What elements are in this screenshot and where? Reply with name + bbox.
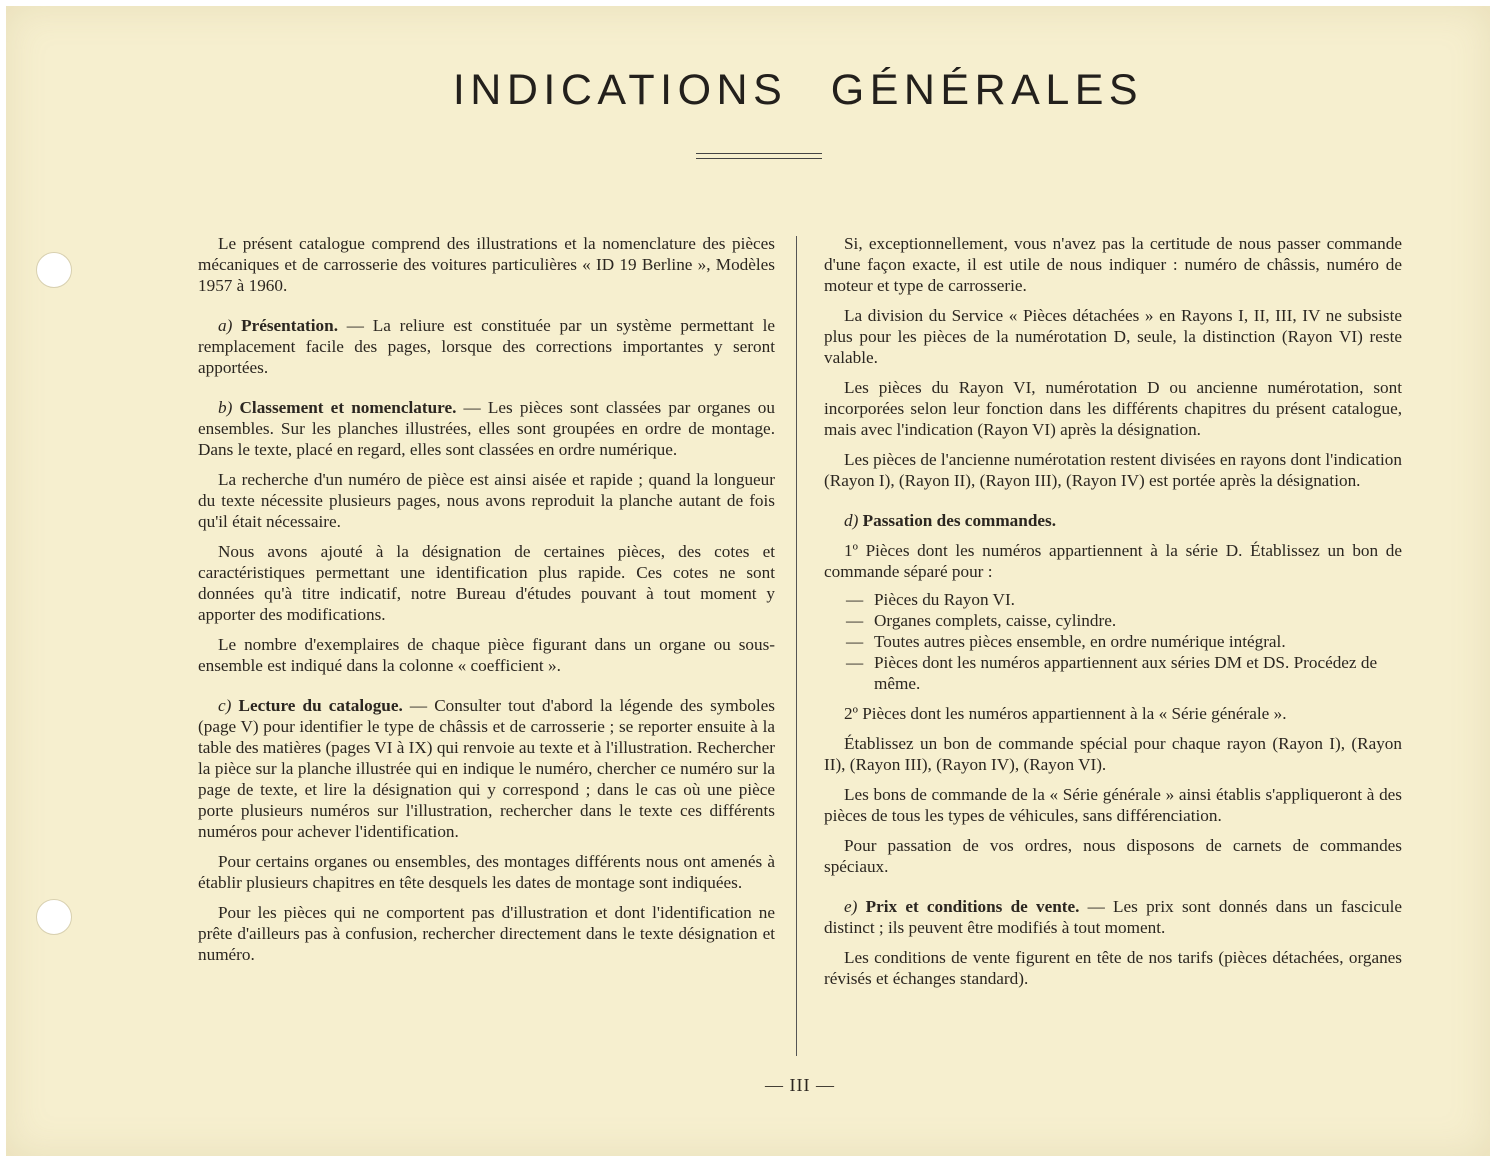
section-d-paragraph-4: Les bons de commande de la « Série générale » ainsi établis s'appliqueront à des pièces de tous les types de véhicules, sans différenciation. bbox=[824, 785, 1402, 825]
intro-paragraph: Le présent catalogue comprend des illustrations et la nomenclature des pièces mécaniques et de carrosserie des voitures particulières « ID 19 Berline », Modèles 1957 à 1960. bbox=[198, 234, 775, 295]
section-d-heading: Passation des commandes. bbox=[862, 511, 1056, 530]
right-paragraph-1: Si, exceptionnellement, vous n'avez pas la certitude de nous passer commande d'une façon exacte, il est utile de nous indiquer : numéro de châssis, numéro de moteur et type de carrosserie. bbox=[824, 234, 1402, 295]
section-e bbox=[824, 896, 1402, 938]
title-rule-upper bbox=[696, 153, 822, 154]
section-d-paragraph-5: Pour passation de vos ordres, nous disposons de carnets de commandes spéciaux. bbox=[824, 836, 1402, 876]
section-c bbox=[198, 695, 775, 842]
list-item: — Toutes autres pièces ensemble, en ordre numérique intégral. bbox=[846, 631, 1402, 652]
right-paragraph-4: Les pièces de l'ancienne numérotation restent divisées en rayons dont l'indication (Rayon I), (Rayon II), (Rayon III), (Rayon IV) est portée après la désignation. bbox=[824, 450, 1402, 490]
right-paragraph-2: La division du Service « Pièces détachées » en Rayons I, II, III, IV ne subsiste plus pour les pièces de la numérotation D, seule, la distinction (Rayon VI) reste valable. bbox=[824, 306, 1402, 367]
title-rule-lower bbox=[696, 158, 822, 159]
section-e-text: — Les prix sont donnés dans un fascicule distinct ; ils peuvent être modifiés à tout moment. bbox=[824, 897, 1402, 937]
section-b bbox=[198, 397, 775, 460]
section-c-label: c) bbox=[218, 696, 232, 715]
section-d bbox=[824, 510, 1402, 531]
section-a-text: — La reliure est constituée par un système permettant le remplacement facile des pages, lorsque des corrections importantes y seront apportées. bbox=[198, 316, 775, 377]
section-b-paragraph-3: Nous avons ajouté à la désignation de certaines pièces, des cotes et caractéristiques permettant une identification plus rapide. Ces cotes ne sont données qu'à titre indicatif, notre Bureau d'études pouvant à tout moment y apporter des modifications. bbox=[198, 542, 775, 624]
list-item: — Pièces du Rayon VI. bbox=[846, 589, 1402, 610]
section-a bbox=[198, 315, 775, 378]
section-b-paragraph-4: Le nombre d'exemplaires de chaque pièce figurant dans un organe ou sous-ensemble est indiqué dans la colonne « coefficient ». bbox=[198, 635, 775, 675]
section-e-label: e) bbox=[844, 897, 858, 916]
column-divider bbox=[796, 236, 797, 1056]
section-b-text: — Les pièces sont classées par organes ou ensembles. Sur les planches illustrées, elles sont groupées en ordre de montage. Dans le texte, placé en regard, elles sont classées en ordre numérique. bbox=[198, 398, 775, 459]
right-column bbox=[824, 233, 1402, 989]
section-e-heading: Prix et conditions de vente. bbox=[865, 897, 1080, 916]
section-d-paragraph-1: 1º Pièces dont les numéros appartiennent à la série D. Établissez un bon de commande séparé pour : bbox=[824, 541, 1402, 581]
section-c-paragraph-2: Pour certains organes ou ensembles, des montages différents nous ont amenés à établir plusieurs chapitres en tête desquels les dates de montage sont indiquées. bbox=[198, 852, 775, 892]
section-d-paragraph-3: Établissez un bon de commande spécial pour chaque rayon (Rayon I), (Rayon II), (Rayon III), (Rayon IV), (Rayon VI). bbox=[824, 734, 1402, 774]
section-b-paragraph-2: La recherche d'un numéro de pièce est ainsi aisée et rapide ; quand la longueur du texte nécessite plusieurs pages, nous avons reproduit la planche autant de fois qu'il était nécessaire. bbox=[198, 470, 775, 531]
binder-hole-bottom bbox=[36, 899, 72, 935]
section-a-heading: Présentation. bbox=[241, 316, 338, 335]
section-b-heading: Classement et nomenclature. bbox=[239, 398, 457, 417]
order-list bbox=[824, 589, 1402, 694]
section-e-paragraph-2: Les conditions de vente figurent en tête de nos tarifs (pièces détachées, organes révisés et échanges standard). bbox=[824, 948, 1402, 988]
section-d-label: d) bbox=[844, 511, 859, 530]
section-c-heading: Lecture du catalogue. bbox=[238, 696, 403, 715]
list-item: — Organes complets, caisse, cylindre. bbox=[846, 610, 1402, 631]
binder-hole-top bbox=[36, 252, 72, 288]
section-c-text: — Consulter tout d'abord la légende des symboles (page V) pour identifier le type de châssis et de carrosserie ; se reporter ensuite à la table des matières (pages VI à IX) qui renvoie au texte et à l'illustration. Rechercher la pièce sur la planche illustrée qui en indique le numéro, chercher ce numéro sur la page de texte, et lire la désignation qui y correspond ; dans le cas où une pièce porte plusieurs numéros sur l'illustration, rechercher dans le texte ces différents numéros pour achever l'identification. bbox=[198, 696, 775, 841]
right-paragraph-3: Les pièces du Rayon VI, numérotation D ou ancienne numérotation, sont incorporées selon leur fonction dans les différents chapitres du présent catalogue, mais avec l'indication (Rayon VI) après la désignation. bbox=[824, 378, 1402, 439]
section-c-paragraph-3: Pour les pièces qui ne comportent pas d'illustration et dont l'identification ne prête d'ailleurs pas à confusion, rechercher directement dans le texte désignation et numéro. bbox=[198, 903, 775, 964]
page-number: — III — bbox=[765, 1075, 835, 1095]
list-item: — Pièces dont les numéros appartiennent aux séries DM et DS. Procédez de même. bbox=[846, 652, 1402, 694]
left-column bbox=[198, 233, 775, 965]
section-d-paragraph-2: 2º Pièces dont les numéros appartiennent à la « Série générale ». bbox=[844, 704, 1287, 723]
section-b-label: b) bbox=[218, 398, 233, 417]
page-title: INDICATIONS GÉNÉRALES bbox=[452, 66, 1144, 114]
section-a-label: a) bbox=[218, 316, 233, 335]
